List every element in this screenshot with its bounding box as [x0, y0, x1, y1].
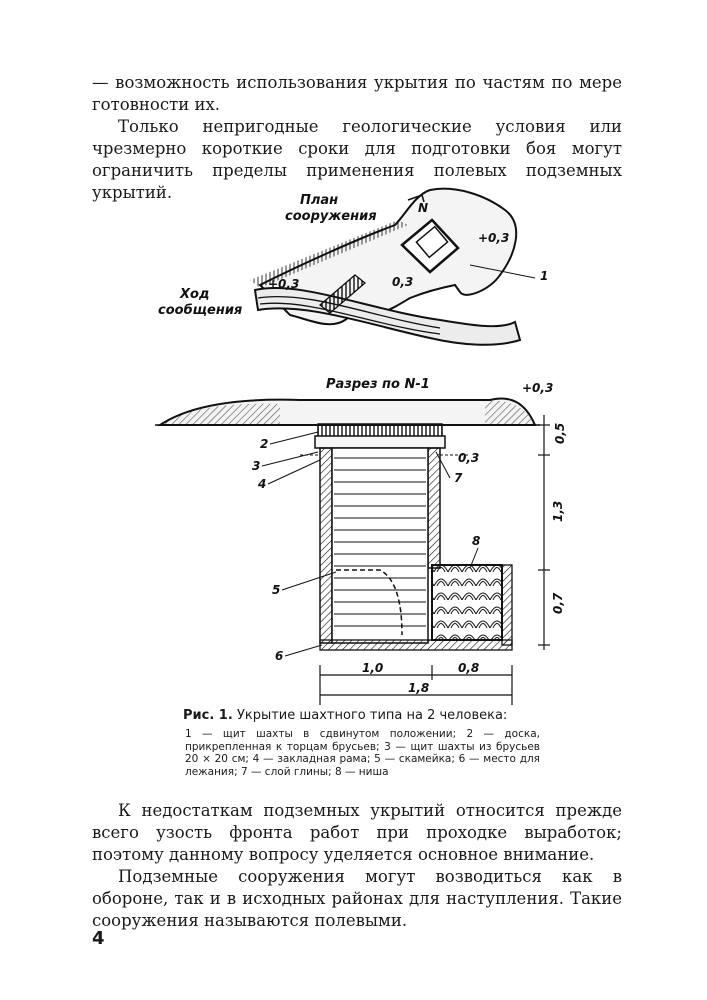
marker-8: 8 — [472, 534, 481, 548]
section-view — [155, 398, 540, 650]
figure-caption-legend: 1 — щит шахты в сдвинутом положении; 2 — доска, прикрепленная к торцам брусьев; 3 — щит шахты из брусьев 20 × 20 см; 4 — закладная рама; 5 — скамейка; 6 — место для лежания; 7 — слой глины; 8 — ниша — [185, 728, 540, 778]
plan-marker-1: 1 — [540, 269, 549, 283]
paragraph-drawbacks: К недостаткам подземных укрытий относится прежде всего узость фронта работ при проходке выработок; поэтому данному вопросу уделяется основное внимание. — [92, 801, 622, 864]
marker-4: 4 — [258, 477, 267, 491]
marker-7: 7 — [454, 471, 463, 485]
marker-5: 5 — [272, 583, 281, 597]
caption-prefix: Рис. 1. — [183, 708, 233, 723]
figure-caption-title — [183, 708, 563, 723]
dim-0-3: 0,3 — [458, 451, 480, 465]
paragraph-continuation: — возможность использования укрытия по частям по мере готовности их. — [92, 73, 622, 114]
figure-shelter-diagram — [140, 180, 580, 710]
plan-marker-n: N — [418, 201, 429, 215]
caption-title-text: Укрытие шахтного типа на 2 человека: — [236, 708, 508, 723]
plan-title-1: План — [300, 193, 339, 208]
dim-0-5: 0,5 — [553, 422, 567, 444]
paragraph-structures: Подземные сооружения могут возводиться как в обороне, так и в исходных районах для наступления. Такие сооружения называются полевыми. — [92, 867, 622, 930]
plan-label-1: Ход — [180, 287, 210, 302]
plan-label-2: сообщения — [158, 303, 243, 318]
paragraph-geology: Только непригодные геологические условия или чрезмерно короткие сроки для подготовки боя могут ограничить пределы применения полевых подземных укрытий. — [92, 117, 622, 202]
dim-1-8: 1,8 — [408, 681, 430, 695]
plan-elev-right: +0,3 — [478, 231, 510, 245]
marker-2: 2 — [260, 437, 269, 451]
marker-6: 6 — [275, 649, 284, 663]
plan-title-2: сооружения — [285, 209, 377, 224]
dim-1-3: 1,3 — [551, 500, 565, 522]
section-title: Разрез по N-1 — [326, 377, 430, 392]
plan-elev-left: +0,3 — [268, 277, 300, 291]
plan-elev-mid: 0,3 — [392, 275, 414, 289]
page-number: 4 — [92, 928, 105, 949]
dim-0-8: 0,8 — [458, 661, 480, 675]
section-elev: +0,3 — [522, 381, 554, 395]
marker-3: 3 — [252, 459, 261, 473]
dim-1-0: 1,0 — [362, 661, 384, 675]
dim-0-7: 0,7 — [551, 592, 565, 614]
